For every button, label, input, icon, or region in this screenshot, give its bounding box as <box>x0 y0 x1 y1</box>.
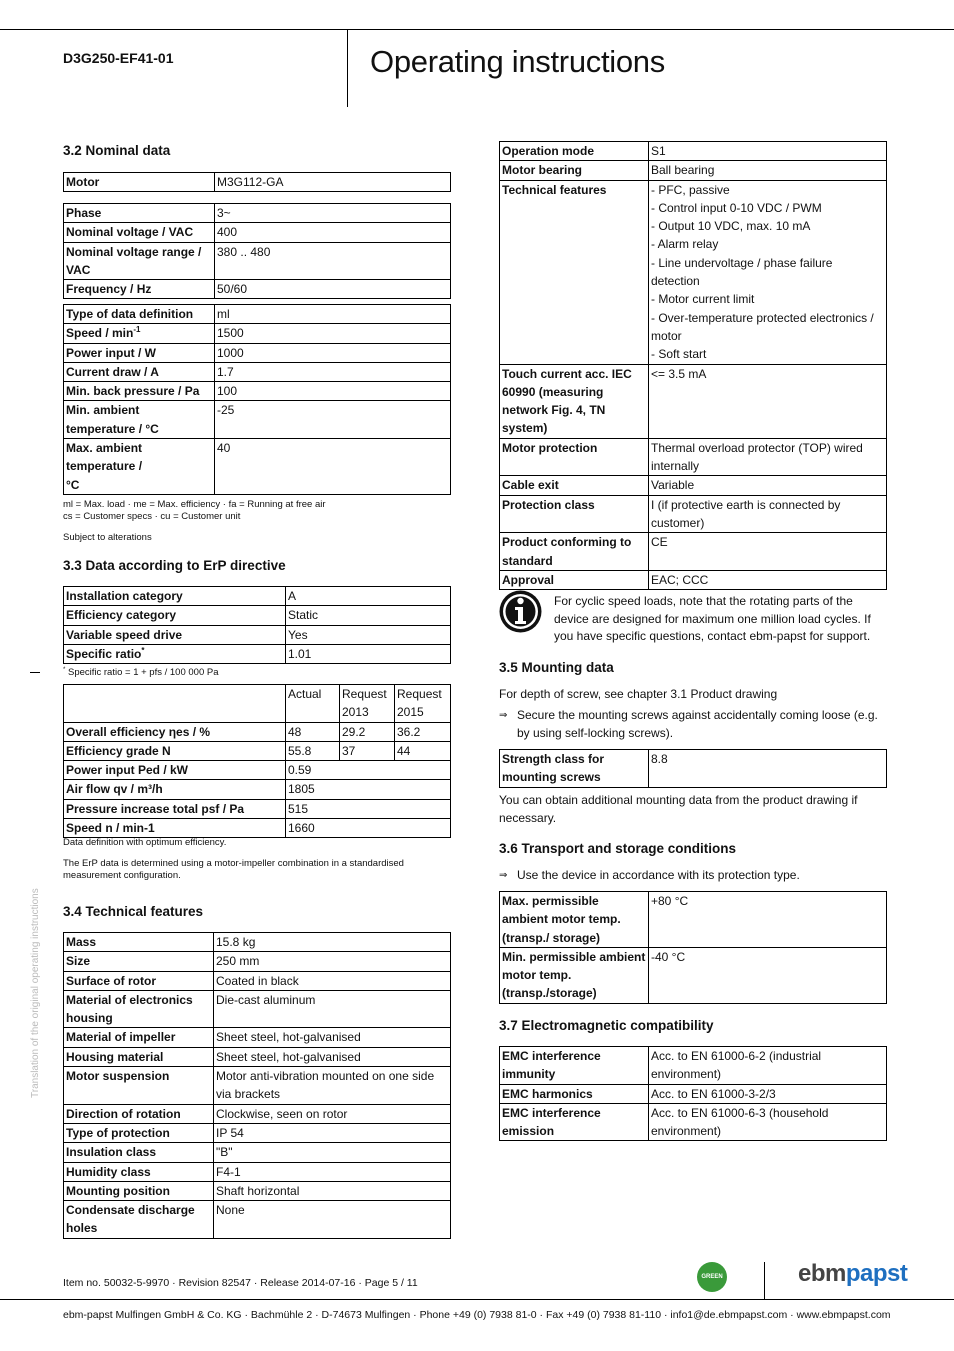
table-key: Min. ambient temperature / °C <box>64 401 215 439</box>
table-row <box>500 892 887 948</box>
abbrev-note-2: cs = Customer specs · cu = Customer unit <box>63 511 241 522</box>
section-title-transport: 3.6 Transport and storage conditions <box>499 841 737 856</box>
info-icon <box>499 590 542 633</box>
table-value: 55.8 <box>286 741 340 760</box>
section-title-erp: 3.3 Data according to ErP directive <box>63 558 286 573</box>
efficiency-table <box>63 684 451 838</box>
table-value: 48 <box>286 722 340 741</box>
table-key: Max. ambient temperature / °C <box>64 439 215 495</box>
table-value: 37 <box>340 741 395 760</box>
table-row <box>64 625 451 644</box>
table-row <box>500 947 887 1003</box>
table-key: Direction of rotation <box>64 1104 214 1123</box>
logo-part-ebm: ebm <box>798 1260 846 1287</box>
table-value: -25 <box>215 401 451 439</box>
table-row <box>64 644 451 663</box>
transport-table <box>499 891 887 1004</box>
specific-ratio-footnote <box>63 664 219 679</box>
header-divider <box>347 30 348 107</box>
model-number: D3G250-EF41-01 <box>63 50 174 66</box>
table-key: Motor protection <box>500 438 649 476</box>
fold-mark <box>30 672 40 673</box>
table-header-cell: Request 2013 <box>340 685 395 723</box>
table-key: Type of protection <box>64 1123 214 1142</box>
table-key: Power input / W <box>64 343 215 362</box>
table-key: Air flow qv / m³/h <box>64 780 286 799</box>
logo-part-papst: papst <box>845 1260 908 1287</box>
erp-table <box>63 586 451 664</box>
table-key: Size <box>64 952 214 971</box>
table-value: 36.2 <box>395 722 451 741</box>
table-key: Cable exit <box>500 476 649 495</box>
table-row <box>64 324 451 343</box>
table-value: Thermal overload protector (TOP) wired internally <box>649 438 887 476</box>
table-header-cell: Request 2015 <box>395 685 451 723</box>
table-value: 3~ <box>215 204 451 223</box>
table-value: Motor anti-vibration mounted on one side via brackets <box>214 1067 451 1105</box>
table-value: A <box>286 587 451 606</box>
table-value: <= 3.5 mA <box>649 364 887 438</box>
motor-table <box>63 172 451 192</box>
footnote-marker: * <box>63 667 66 673</box>
table-key: Operation mode <box>500 142 649 161</box>
table-row <box>64 933 451 952</box>
table-row <box>500 1103 887 1141</box>
table-row <box>500 570 887 589</box>
table-value: 0.59 <box>286 761 451 780</box>
table-value: Static <box>286 606 451 625</box>
table-key: Nominal voltage range / VAC <box>64 242 215 280</box>
table-header-cell <box>64 685 286 723</box>
section-title-technical: 3.4 Technical features <box>63 904 204 919</box>
table-key: Overall efficiency ηes / % <box>64 722 286 741</box>
table-row <box>500 364 887 438</box>
table-row <box>64 1181 451 1200</box>
item-info: Item no. 50032-5-9970 · Revision 82547 · Release 2014-07-16 · Page 5 / 11 <box>63 1277 418 1289</box>
table-value: Acc. to EN 61000-3-2/3 <box>649 1084 887 1103</box>
table-value: 100 <box>215 382 451 401</box>
table-row <box>64 1104 451 1123</box>
table-value: None <box>214 1201 451 1239</box>
table-value: Yes <box>286 625 451 644</box>
table-key: Motor suspension <box>64 1067 214 1105</box>
table-key: Power input Ped / kW <box>64 761 286 780</box>
table-row <box>64 1047 451 1066</box>
table-row <box>64 722 451 741</box>
table-value: 1.01 <box>286 644 451 663</box>
table-key: Insulation class <box>64 1143 214 1162</box>
table-row <box>500 750 887 788</box>
table-row <box>64 382 451 401</box>
table-value: 8.8 <box>649 750 887 788</box>
green-tech-icon: GREEN TECH <box>697 1262 727 1292</box>
table-header-row <box>64 685 451 723</box>
table-header-cell: Actual <box>286 685 340 723</box>
table-key: Protection class <box>500 495 649 533</box>
table-row <box>500 161 887 180</box>
table-value: Sheet steel, hot-galvanised <box>214 1028 451 1047</box>
electric-table <box>63 203 451 299</box>
ratings-table <box>63 304 451 495</box>
abbrev-note-1: ml = Max. load · me = Max. efficiency · fa = Running at free air <box>63 499 326 510</box>
table-row <box>64 1143 451 1162</box>
table-key: Installation category <box>64 587 286 606</box>
table-key: Mounting position <box>64 1181 214 1200</box>
table-key: EMC interference immunity <box>500 1047 649 1085</box>
table-row <box>500 1047 887 1085</box>
table-row <box>64 1162 451 1181</box>
table-row <box>500 438 887 476</box>
speed-key-sup: -1 <box>133 325 141 335</box>
table-value: Die-cast aluminum <box>214 990 451 1028</box>
table-row <box>64 305 451 324</box>
table-key: Touch current acc. IEC 60990 (measuring network Fig. 4, TN system) <box>500 364 649 438</box>
mounting-paragraph-2: You can obtain additional mounting data from the product drawing if necessary. <box>499 793 858 825</box>
table-key: Motor bearing <box>500 161 649 180</box>
table-row <box>64 280 451 299</box>
table-value: 1805 <box>286 780 451 799</box>
table-row <box>64 173 451 192</box>
table-value: S1 <box>649 142 887 161</box>
table-row <box>64 1028 451 1047</box>
table-value: EAC; CCC <box>649 570 887 589</box>
table-value: - PFC, passive - Control input 0-10 VDC / PWM - Output 10 VDC, max. 10 mA - Alarm relay - Line undervoltage / phase failure detection - Motor current limit - Over-temperature protected electronics / motor - Soft start <box>649 180 887 364</box>
alterations-note: Subject to alterations <box>63 532 152 543</box>
specific-ratio-label: Specific ratio <box>66 646 142 661</box>
table-value: Sheet steel, hot-galvanised <box>214 1047 451 1066</box>
table-value: M3G112-GA <box>215 173 451 192</box>
side-text: Translation of the original operating instructions <box>30 888 41 1098</box>
table-key: Product conforming to standard <box>500 533 649 571</box>
erp-note-2: The ErP data is determined using a motor-impeller combination in a standardised measurement configuration. <box>63 858 404 881</box>
table-value: 250 mm <box>214 952 451 971</box>
table-key: Min. permissible ambient motor temp. (transp./storage) <box>500 947 649 1003</box>
table-row <box>64 1067 451 1105</box>
table-value: IP 54 <box>214 1123 451 1142</box>
ebmpapst-logo <box>798 1260 907 1288</box>
section-title-mounting: 3.5 Mounting data <box>499 660 614 675</box>
table-value: Shaft horizontal <box>214 1181 451 1200</box>
table-value: I (if protective earth is connected by customer) <box>649 495 887 533</box>
table-key: Strength class for mounting screws <box>500 750 649 788</box>
section-title-nominal-data: 3.2 Nominal data <box>63 143 171 158</box>
table-row <box>500 533 887 571</box>
table-value: 50/60 <box>215 280 451 299</box>
table-row <box>500 1084 887 1103</box>
table-value: 1000 <box>215 343 451 362</box>
table-key: Humidity class <box>64 1162 214 1181</box>
table-row <box>64 971 451 990</box>
table-row <box>64 741 451 760</box>
table-key: Efficiency category <box>64 606 286 625</box>
info-text: For cyclic speed loads, note that the rotating parts of the device are designed for maximum one million load cycles. If you have specific questions, contact ebm-papst for support. <box>554 594 871 643</box>
table-value: CE <box>649 533 887 571</box>
table-key: Type of data definition <box>64 305 215 324</box>
table-value: Coated in black <box>214 971 451 990</box>
table-key: EMC harmonics <box>500 1084 649 1103</box>
table-key: Variable speed drive <box>64 625 286 644</box>
footer-rule <box>0 1299 954 1300</box>
table-row <box>64 401 451 439</box>
table-value: Variable <box>649 476 887 495</box>
table-key: Surface of rotor <box>64 971 214 990</box>
table-row <box>64 223 451 242</box>
table-key: Condensate discharge holes <box>64 1201 214 1239</box>
table-key: Pressure increase total psf / Pa <box>64 799 286 818</box>
table-key: Technical features <box>500 180 649 364</box>
table-row <box>64 587 451 606</box>
table-key: EMC interference emission <box>500 1103 649 1141</box>
table-key: Housing material <box>64 1047 214 1066</box>
table-value: 44 <box>395 741 451 760</box>
table-row <box>500 142 887 161</box>
table-row <box>64 952 451 971</box>
table-key: Current draw / A <box>64 362 215 381</box>
table-value: -40 °C <box>649 947 887 1003</box>
technical-table <box>63 932 451 1239</box>
table-row <box>64 990 451 1028</box>
table-value: 1.7 <box>215 362 451 381</box>
footnote-text: Specific ratio = 1 + pfs / 100 000 Pa <box>67 667 219 679</box>
table-value: ml <box>215 305 451 324</box>
table-key: Material of electronics housing <box>64 990 214 1028</box>
table-key: Efficiency grade N <box>64 741 286 760</box>
table-row <box>64 819 451 838</box>
transport-bullet: ⇒ Use the device in accordance with its protection type. <box>499 867 800 885</box>
table-value: 40 <box>215 439 451 495</box>
table-row <box>64 799 451 818</box>
table-value: 380 .. 480 <box>215 242 451 280</box>
table-value: Ball bearing <box>649 161 887 180</box>
table-row <box>64 204 451 223</box>
operation-table <box>499 141 887 590</box>
table-row <box>64 242 451 280</box>
erp-note-1: Data definition with optimum efficiency. <box>63 837 227 848</box>
table-value: +80 °C <box>649 892 887 948</box>
mounting-paragraph: For depth of screw, see chapter 3.1 Product drawing <box>499 687 778 701</box>
table-value: Acc. to EN 61000-6-3 (household environment) <box>649 1103 887 1141</box>
table-key: Phase <box>64 204 215 223</box>
table-row <box>500 495 887 533</box>
table-row <box>64 343 451 362</box>
table-key: Mass <box>64 933 214 952</box>
footer-divider <box>764 1262 765 1299</box>
table-key: Material of impeller <box>64 1028 214 1047</box>
table-row <box>64 780 451 799</box>
table-key <box>64 324 215 343</box>
table-key: Approval <box>500 570 649 589</box>
table-value: "B" <box>214 1143 451 1162</box>
table-value: 400 <box>215 223 451 242</box>
footnote-marker: * <box>141 645 145 655</box>
table-value: 29.2 <box>340 722 395 741</box>
table-key <box>64 644 286 663</box>
table-value: 515 <box>286 799 451 818</box>
table-key: Nominal voltage / VAC <box>64 223 215 242</box>
section-title-emc: 3.7 Electromagnetic compatibility <box>499 1018 714 1033</box>
table-row <box>64 1123 451 1142</box>
emc-table <box>499 1046 887 1141</box>
table-value: F4-1 <box>214 1162 451 1181</box>
table-value: 15.8 kg <box>214 933 451 952</box>
table-row <box>64 1201 451 1239</box>
table-value: Acc. to EN 61000-6-2 (industrial environment) <box>649 1047 887 1085</box>
table-key: Motor <box>64 173 215 192</box>
table-row <box>64 362 451 381</box>
table-value: 1500 <box>215 324 451 343</box>
table-value: Clockwise, seen on rotor <box>214 1104 451 1123</box>
table-row <box>500 180 887 364</box>
table-row <box>64 761 451 780</box>
header-rule-top <box>0 29 954 30</box>
page-title: Operating instructions <box>370 44 665 79</box>
table-key: Frequency / Hz <box>64 280 215 299</box>
company-info: ebm-papst Mulfingen GmbH & Co. KG · Bachmühle 2 · D-74673 Mulfingen · Phone +49 (0) 7938 81-0 · Fax +49 (0) 7938 81-110 · info1@de.ebmpapst.com · www.ebmpapst.com <box>63 1309 891 1321</box>
table-row <box>500 476 887 495</box>
table-value: 1660 <box>286 819 451 838</box>
speed-key-label: Speed / min <box>66 326 134 341</box>
table-key: Speed n / min-1 <box>64 819 286 838</box>
table-key: Min. back pressure / Pa <box>64 382 215 401</box>
table-row <box>64 439 451 495</box>
table-key: Max. permissible ambient motor temp. (transp./ storage) <box>500 892 649 948</box>
table-row <box>64 606 451 625</box>
mounting-table <box>499 749 887 788</box>
mounting-bullet: ⇒ Secure the mounting screws against accidentally coming loose (e.g. by using self-locking screws). <box>499 707 887 742</box>
